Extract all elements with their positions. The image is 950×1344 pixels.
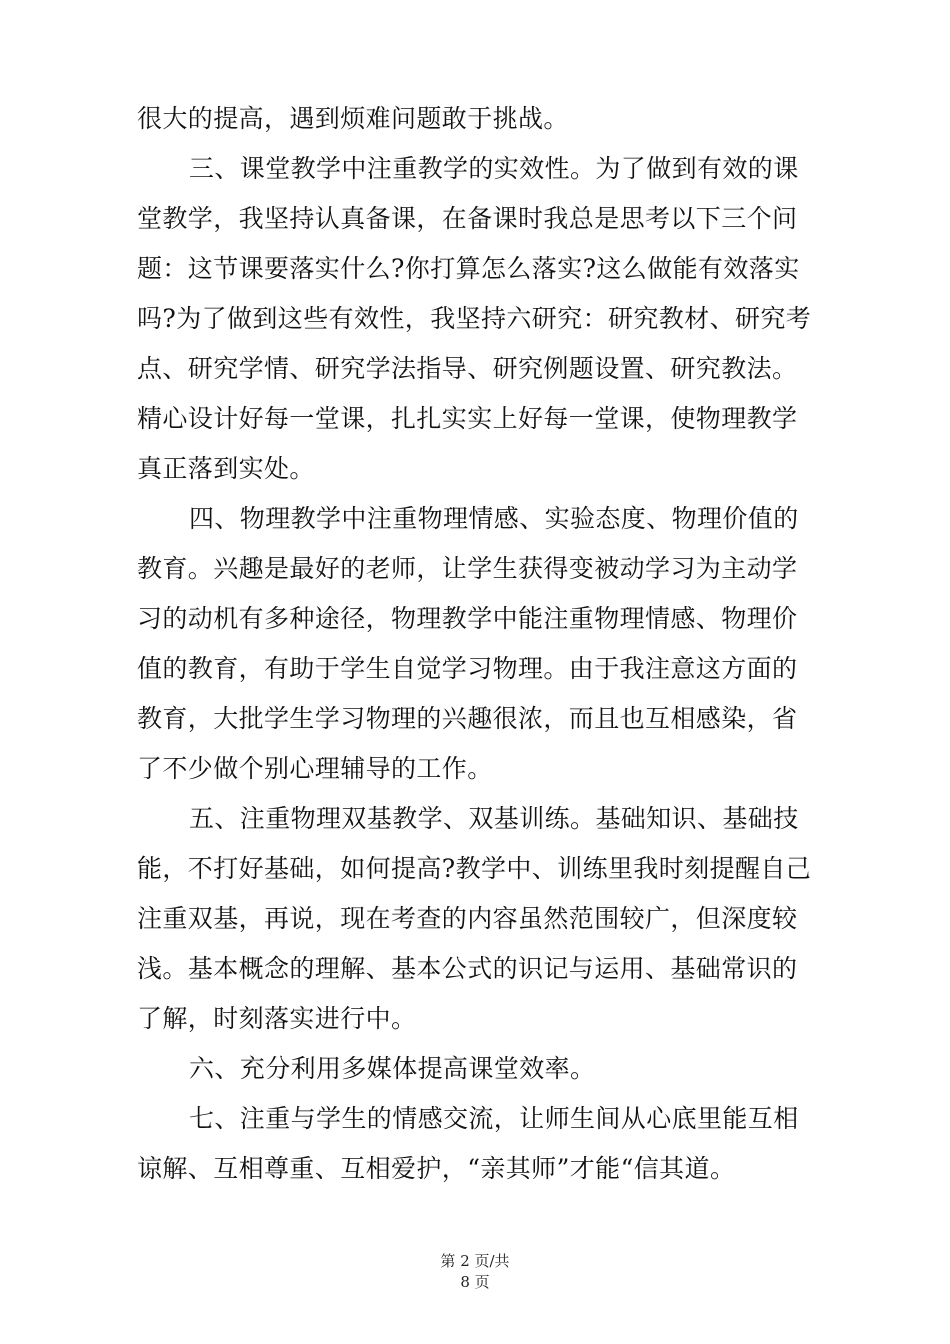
document-body (137, 94, 827, 1194)
text-line-5: 吗?为了做到这些有效性，我坚持六研究：研究教材、研究考 (137, 304, 812, 333)
text-line-4: 题：这节课要落实什么?你打算怎么落实?这么做能有效落实 (137, 254, 800, 283)
page-number-line-1: 第 2 页/共 (440, 1252, 510, 1270)
text-line-18: 浅。基本概念的理解、基本公式的识记与运用、基础常识的 (137, 954, 798, 983)
text-line-20: 六、充分利用多媒体提高课堂效率。 (189, 1054, 596, 1083)
text-line-16: 能，不打好基础，如何提高?教学中、训练里我时刻提醒自己 (137, 854, 812, 883)
text-line-12: 值的教育，有助于学生自觉学习物理。由于我注意这方面的 (137, 654, 798, 683)
text-line-13: 教育，大批学生学习物理的兴趣很浓，而且也互相感染，省 (137, 704, 798, 733)
text-line-10: 教育。兴趣是最好的老师，让学生获得变被动学习为主动学 (137, 554, 798, 583)
text-line-3: 堂教学，我坚持认真备课，在备课时我总是思考以下三个问 (137, 204, 798, 233)
text-line-19: 了解，时刻落实进行中。 (137, 1004, 417, 1033)
text-line-9: 四、物理教学中注重物理情感、实验态度、物理价值的 (189, 504, 799, 533)
text-line-14: 了不少做个别心理辅导的工作。 (137, 754, 493, 783)
text-line-8: 真正落到实处。 (137, 454, 315, 483)
text-line-21: 七、注重与学生的情感交流，让师生间从心底里能互相 (189, 1104, 799, 1133)
text-line-11: 习的动机有多种途径，物理教学中能注重物理情感、物理价 (137, 604, 798, 633)
text-line-2: 三、课堂教学中注重教学的实效性。为了做到有效的课 (189, 154, 799, 183)
text-line-7: 精心设计好每一堂课，扎扎实实上好每一堂课，使物理教学 (137, 404, 798, 433)
text-line-17: 注重双基，再说，现在考查的内容虽然范围较广，但深度较 (137, 904, 798, 933)
text-line-15: 五、注重物理双基教学、双基训练。基础知识、基础技 (189, 804, 799, 833)
text-line-6: 点、研究学情、研究学法指导、研究例题设置、研究教法。 (137, 354, 798, 383)
text-line-22: 谅解、互相尊重、互相爱护，“亲其师”才能“信其道。 (137, 1154, 736, 1183)
text-line-1: 很大的提高，遇到烦难问题敢于挑战。 (137, 104, 569, 133)
page-number-line-2: 8 页 (460, 1273, 490, 1291)
